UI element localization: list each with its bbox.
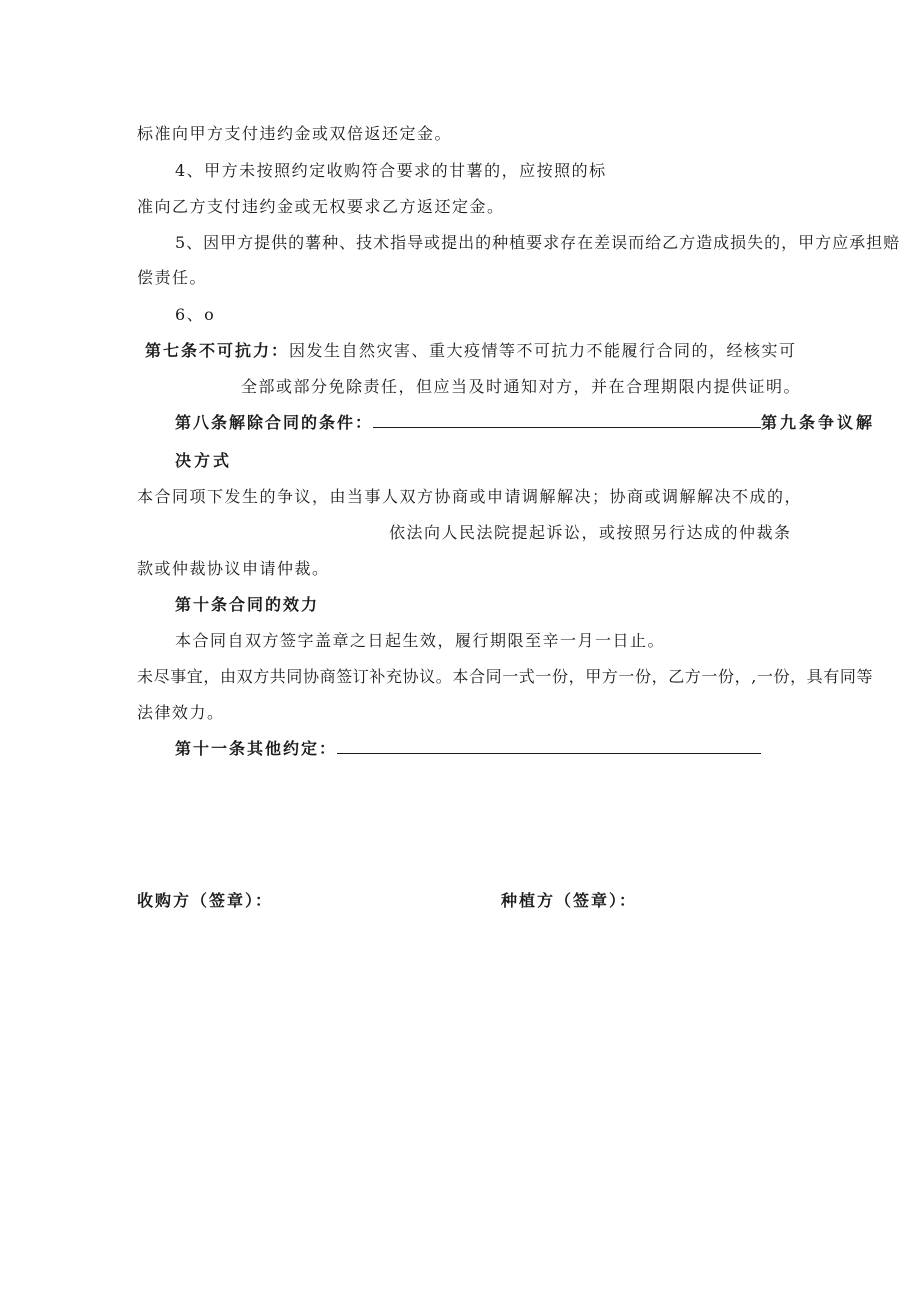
clause-10-line-2: 未尽事宜，由双方共同协商签订补充协议。本合同一式一份，甲方一份，乙方一份，,一份，具有同等: [137, 667, 874, 686]
clause-6-item-6: 6、o: [175, 305, 216, 324]
clause-11-blank-line[interactable]: [337, 739, 761, 754]
clause-11-line: [175, 739, 761, 759]
clause-9-line-3: 款或仲裁协议申请仲裁。: [137, 559, 330, 578]
grower-signature-label: 种植方（签章）：: [501, 891, 638, 910]
clause-7-heading: 第七条不可抗力：: [145, 341, 290, 360]
clause-6-item-5-line-2: 偿责任。: [137, 268, 208, 287]
clause-8-heading: 第八条解除合同的条件：: [175, 413, 374, 432]
clause-10-line-3: 法律效力。: [137, 703, 225, 722]
clause-7-text: 因发生自然灾害、重大疫情等不可抗力不能履行合同的，经核实可: [289, 341, 797, 360]
clause-6-item-5-line-1: 5、因甲方提供的薯种、技术指导或提出的种植要求存在差误而给乙方造成损失的，甲方应承担赔: [175, 233, 901, 252]
clause-6-item-4-line-2: 准向乙方支付违约金或无权要求乙方返还定金。: [137, 197, 505, 216]
buyer-signature-label: 收购方（签章）：: [137, 891, 274, 910]
clause-10-line-1: 本合同自双方签字盖章之日起生效，履行期限至辛一月一日止。: [175, 631, 666, 650]
clause-7-line-1: [145, 341, 797, 361]
clause-10-heading: 第十条合同的效力: [175, 595, 320, 614]
clause-7-line-2: 全部或部分免除责任，但应当及时通知对方，并在合理期限内提供证明。: [241, 377, 802, 396]
clause-9-line-2: 依法向人民法院提起诉讼，或按照另行达成的仲裁条: [389, 523, 792, 542]
clause-text-line-1: 标准向甲方支付违约金或双倍返还定金。: [137, 124, 453, 143]
clause-9-heading-part-1: 第九条争议解: [761, 413, 876, 432]
clause-9-heading-part-2: 决方式: [175, 451, 233, 470]
clause-9-line-1: 本合同项下发生的争议，由当事人双方协商或申请调解解决；协商或调解解决不成的，: [137, 487, 803, 506]
clause-8-line: [175, 413, 875, 433]
clause-6-item-4-line-1: 4、甲方未按照约定收购符合要求的甘薯的，应按照的标: [175, 161, 607, 180]
clause-8-blank-line[interactable]: [373, 413, 761, 428]
clause-11-heading: 第十一条其他约定：: [175, 739, 338, 758]
